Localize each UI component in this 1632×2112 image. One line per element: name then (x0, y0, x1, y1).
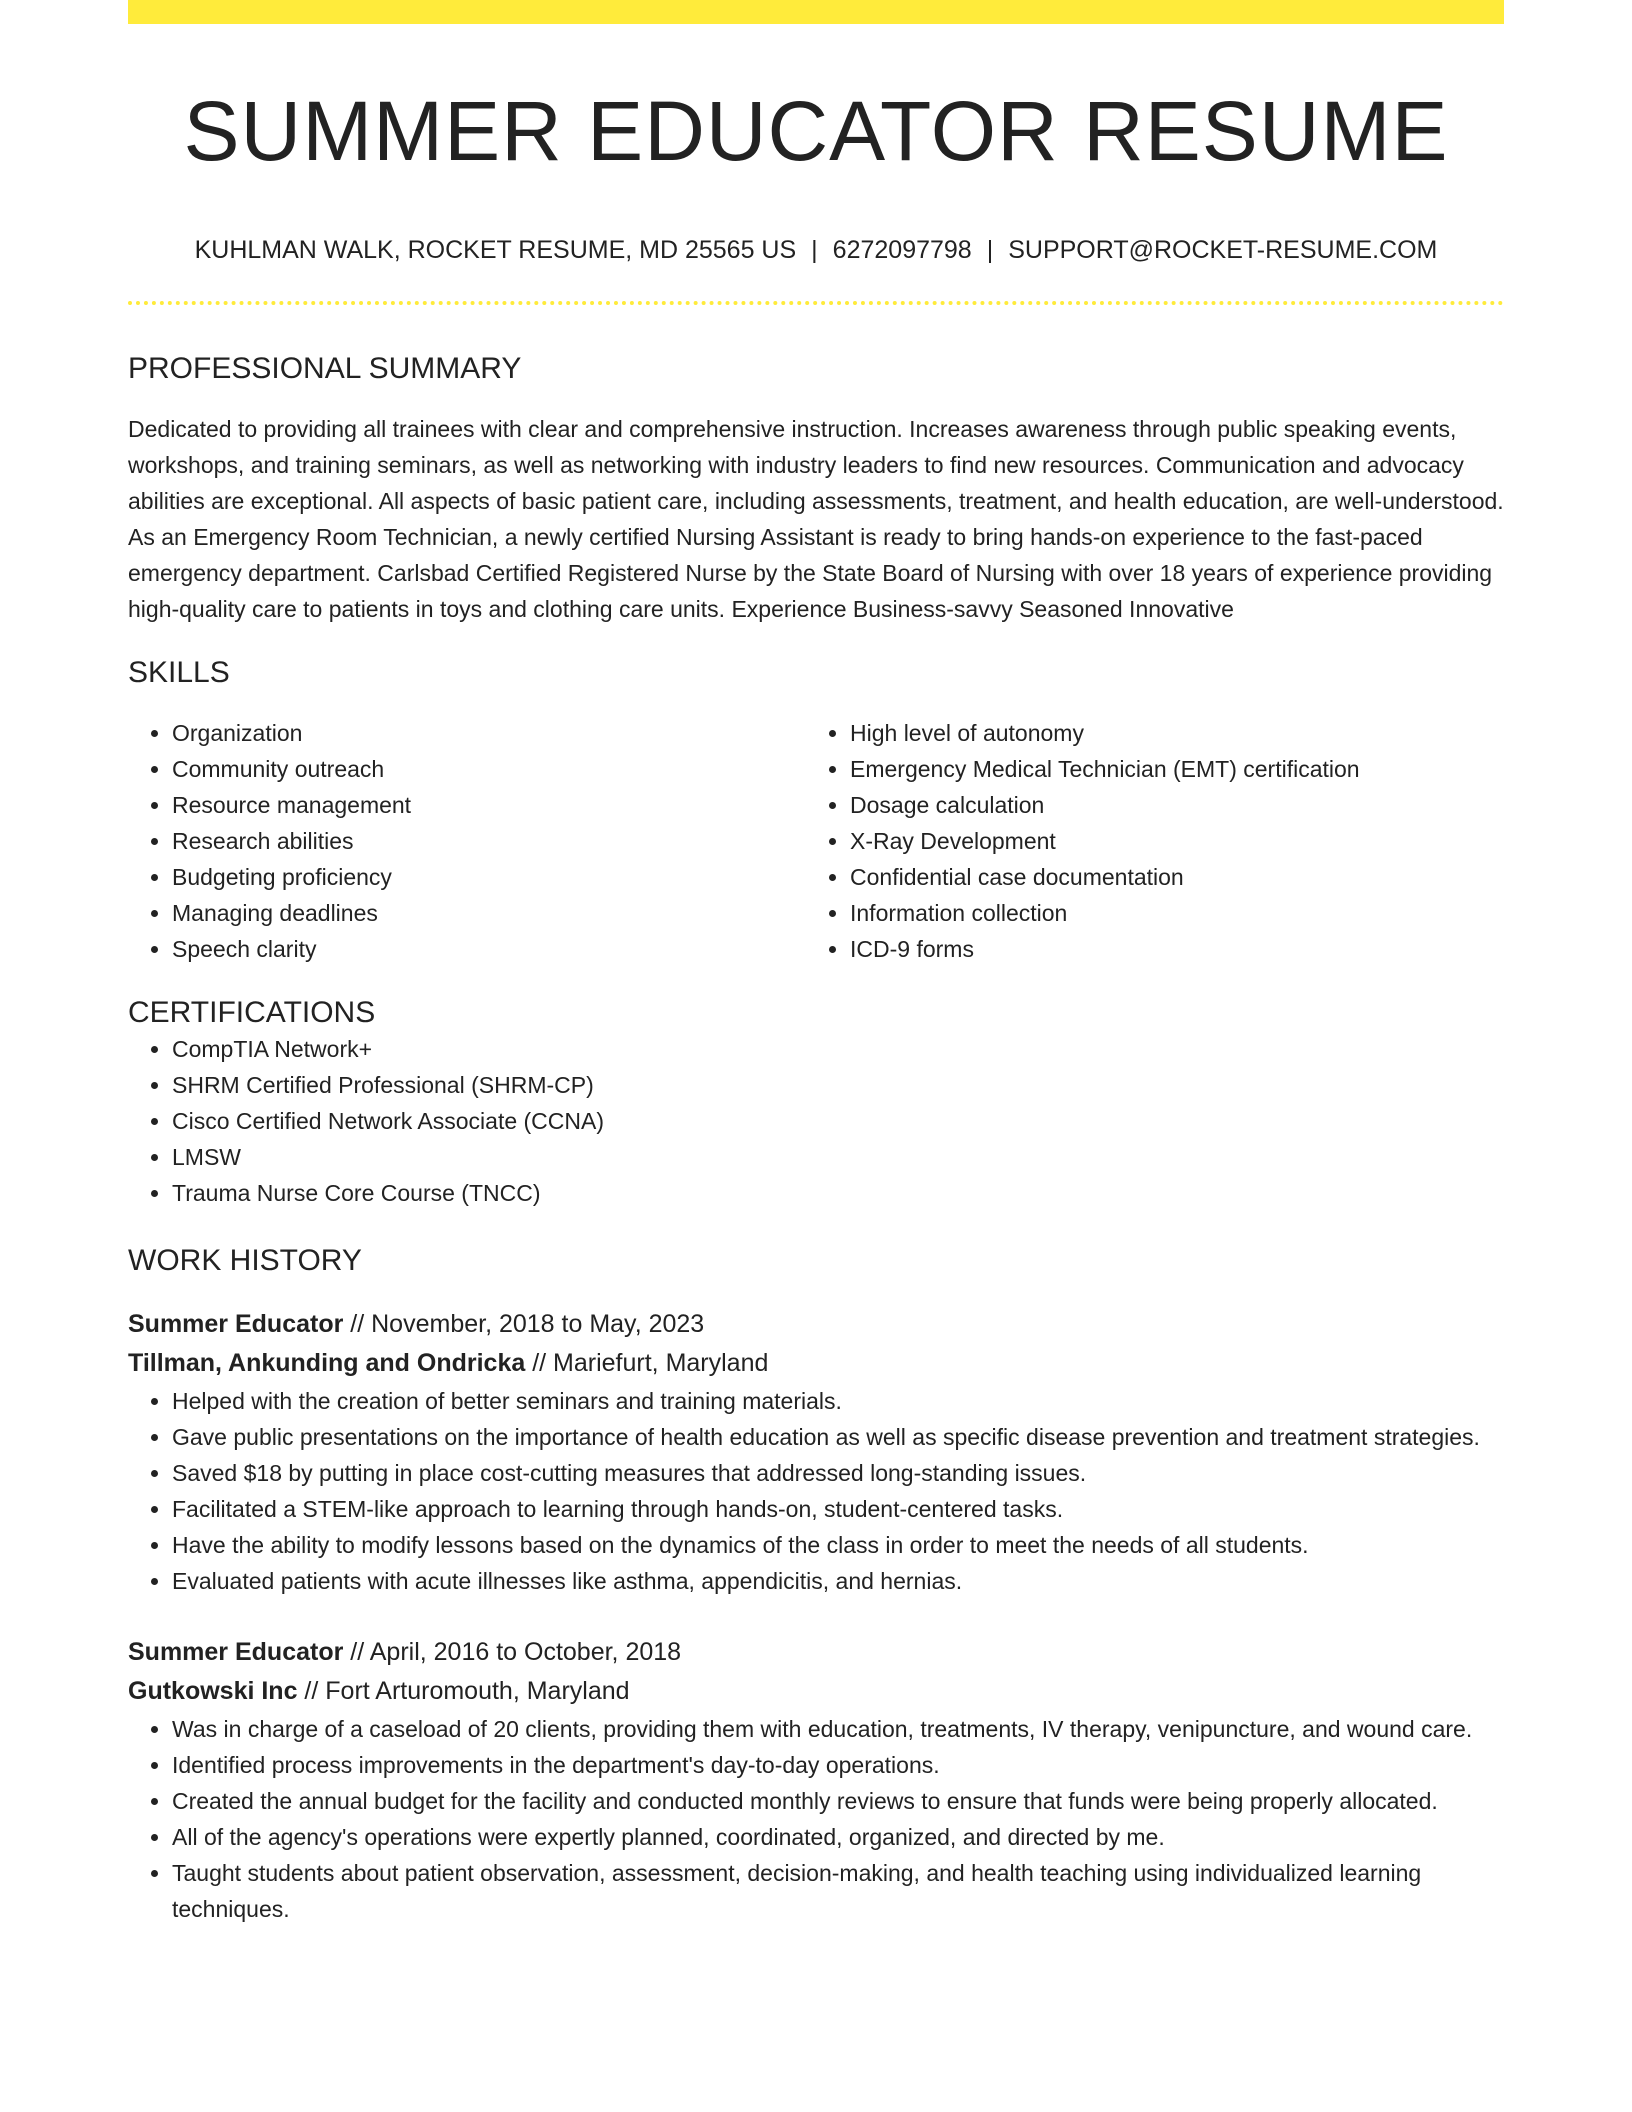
certification-item: • SHRM Certified Professional (SHRM-CP) (172, 1067, 1504, 1103)
summary-text: Dedicated to providing all trainees with clear and comprehensive instruction. Increases awareness through public speaking events, workshops, and training seminars, as well as networking with industry leaders to find new resources. Communication and advocacy abilities are exceptional. All aspects of basic patient care, including assessments, treatment, and health education, are well-understood. As an Emergency Room Technician, a newly certified Nursing Assistant is ready to bring hands-on experience to the fast-paced emergency department. Carlsbad Certified Registered Nurse by the State Board of Nursing with over 18 years of experience providing high-quality care to patients in toys and clothing care units. Experience Business-savvy Seasoned Innovative (128, 416, 1504, 622)
certification-item: • CompTIA Network+ (172, 1031, 1504, 1067)
dotted-divider (128, 301, 1504, 305)
job-title: Summer Educator (128, 1638, 344, 1666)
contact-line (128, 235, 1504, 265)
job-bullet: • Facilitated a STEM-like approach to learning through hands-on, student-centered tasks. (172, 1491, 1504, 1527)
job-location: // Fort Arturomouth, Maryland (297, 1677, 630, 1705)
skill-item: • Information collection (850, 895, 1484, 931)
skill-item: • Emergency Medical Technician (EMT) certification (850, 751, 1484, 787)
certification-item: • Cisco Certified Network Associate (CCNA) (172, 1103, 1504, 1139)
certification-item: • LMSW (172, 1139, 1504, 1175)
skill-item: • High level of autonomy (850, 715, 1484, 751)
contact-separator: | (986, 236, 994, 264)
skills-column-right (806, 715, 1484, 967)
job-bullet: • Have the ability to modify lessons based on the dynamics of the class in order to meet the needs of all students. (172, 1527, 1504, 1563)
resume-page (128, 0, 1504, 1927)
skills-list-right (806, 715, 1484, 967)
job-bullet: • Identified process improvements in the department's day-to-day operations. (172, 1747, 1504, 1783)
job-company-line (128, 1672, 1504, 1711)
job-title-line (128, 1305, 1504, 1344)
certifications-list (128, 1031, 1504, 1211)
contact-email: SUPPORT@ROCKET-RESUME.COM (1008, 236, 1438, 264)
job-bullet-list (128, 1383, 1504, 1599)
certifications-heading: CERTIFICATIONS (128, 996, 376, 1029)
job-bullet: • Evaluated patients with acute illnesses like asthma, appendicitis, and hernias. (172, 1563, 1504, 1599)
job-location: // Mariefurt, Maryland (525, 1349, 769, 1377)
skill-item: • X-Ray Development (850, 823, 1484, 859)
contact-separator: | (811, 236, 818, 264)
skill-item: • ICD-9 forms (850, 931, 1484, 967)
job-bullet: • Saved $18 by putting in place cost-cutting measures that addressed long-standing issues. (172, 1455, 1504, 1491)
job-title: Summer Educator (128, 1310, 344, 1338)
skill-item: • Research abilities (172, 823, 806, 859)
skills-list-left (128, 715, 806, 967)
job-title-line (128, 1633, 1504, 1672)
skills-heading: SKILLS (128, 656, 230, 689)
skill-item: • Confidential case documentation (850, 859, 1484, 895)
skill-item: • Organization (172, 715, 806, 751)
certification-item: • Trauma Nurse Core Course (TNCC) (172, 1175, 1504, 1211)
job-company: Tillman, Ankunding and Ondricka (128, 1349, 526, 1377)
contact-address: KUHLMAN WALK, ROCKET RESUME, MD 25565 US (194, 236, 797, 264)
job-dates: // November, 2018 to May, 2023 (343, 1310, 705, 1338)
job-bullet: • Helped with the creation of better seminars and training materials. (172, 1383, 1504, 1419)
skill-item: • Speech clarity (172, 931, 806, 967)
job-bullet: • Taught students about patient observation, assessment, decision-making, and health teaching using individualized learning techniques. (172, 1855, 1504, 1927)
job-entry (128, 1633, 1504, 1927)
job-bullet: • Was in charge of a caseload of 20 clients, providing them with education, treatments, IV therapy, venipuncture, and wound care. (172, 1711, 1504, 1747)
job-company: Gutkowski Inc (128, 1677, 298, 1705)
work-history-heading: WORK HISTORY (128, 1244, 362, 1277)
job-bullet-list (128, 1711, 1504, 1927)
skill-item: • Budgeting proficiency (172, 859, 806, 895)
job-entry (128, 1305, 1504, 1599)
skill-item: • Resource management (172, 787, 806, 823)
skill-item: • Community outreach (172, 751, 806, 787)
job-company-line (128, 1344, 1504, 1383)
skill-item: • Dosage calculation (850, 787, 1484, 823)
contact-phone: 6272097798 (832, 236, 972, 264)
skill-item: • Managing deadlines (172, 895, 806, 931)
job-bullet: • All of the agency's operations were expertly planned, coordinated, organized, and directed by me. (172, 1819, 1504, 1855)
accent-bar (128, 0, 1504, 24)
job-bullet: • Gave public presentations on the importance of health education as well as specific disease prevention and treatment strategies. (172, 1419, 1504, 1455)
summary-heading: PROFESSIONAL SUMMARY (128, 352, 522, 385)
resume-title: SUMMER EDUCATOR RESUME (183, 84, 1449, 178)
job-dates: // April, 2016 to October, 2018 (343, 1638, 682, 1666)
job-bullet: • Created the annual budget for the facility and conducted monthly reviews to ensure that funds were being properly allocated. (172, 1783, 1504, 1819)
skills-column-left (128, 715, 806, 967)
skills-grid (128, 715, 1504, 967)
